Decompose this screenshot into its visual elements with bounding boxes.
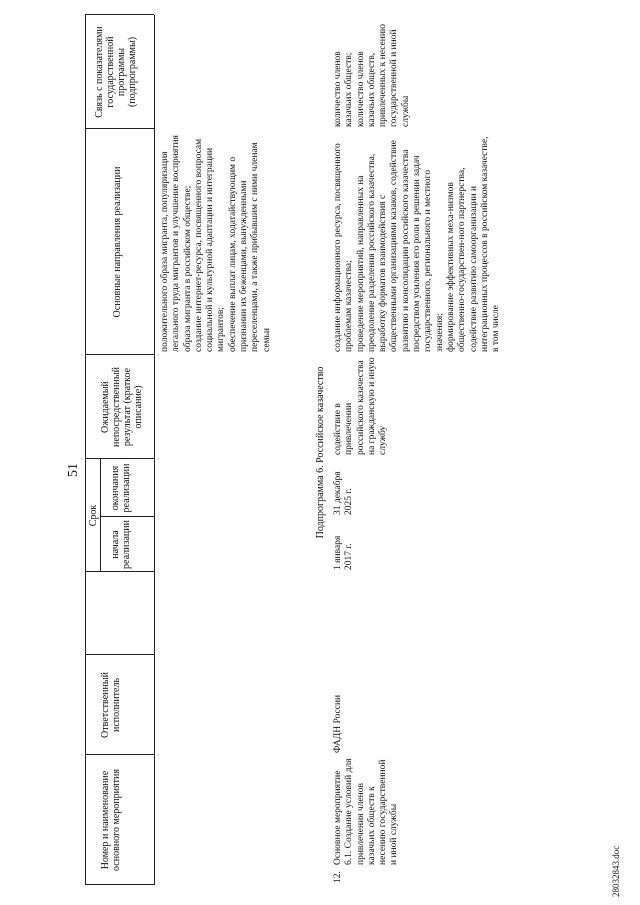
implementation-directions: создание информационного ресурса, посвященного проблемам казачества; проведение мероприятий, направленных на преодоление разделения российского казачества, выработку форматов взаимодействия с общественными организациями казаков, содействие развитию и консолидации российского казачества посредством усиления его роли в решении задач государственного, регионального и местного значения; формирование эффективных меха-низмов общественно-государствен-ного партнерства, содействие развитию самоорганизации и интеграционных процессов в российском казачестве, в том числе (333, 136, 502, 352)
header-end: окончания реализации (110, 463, 132, 513)
executor: ФАДН России (333, 694, 343, 753)
page-number: 51 (66, 463, 81, 477)
document-code: 28032843.doc (611, 845, 621, 897)
measure-name: Основное мероприятие 6.1. Создание условий для привлечения членов казачьих обществ к несению государственной и иной службы (333, 758, 400, 865)
continuation-directions: положительного образа мигранта, популяризация легального труда мигрантов и улучшение восприятия образа мигранта в российском обществе; создание интернет-ресурса, посвященного вопросам социальной и культурной адаптации и интеграции мигрантов; обеспечение выплат лицам, ходатайствующим о признании их беженцами, вынужденными переселенцами, а также прибывшим с ними членам семьи (160, 135, 272, 352)
header-executor: Ответственный исполнитель (100, 672, 122, 738)
end-date: 31 декабря 2025 г. (333, 471, 355, 515)
header-directions: Основные направления реализации (112, 166, 123, 318)
header-expected: Ожидаемый непосредственный результат (краткое описание) (100, 367, 144, 447)
header-start: начала реализации (110, 520, 132, 569)
indicator-link: количество членов казачьих обществ; количество членов казачьих обществ, привлеченных к несению государственной и иной службы (333, 23, 411, 127)
header-term: Срок (88, 504, 99, 527)
subprogram-title: Подпрограмма 6. Российское казачество (315, 366, 326, 539)
header-link: Связь с показателями государственной программы (подпрограммы) (94, 26, 138, 118)
row-number: 12. (333, 871, 343, 883)
start-date: 1 января 2017 г. (333, 535, 355, 570)
expected-result: содействие в привлечении российского казачества на гражданскую и иную службу (333, 357, 389, 455)
header-number-name: Номер и наименование основного мероприятия (100, 769, 122, 871)
